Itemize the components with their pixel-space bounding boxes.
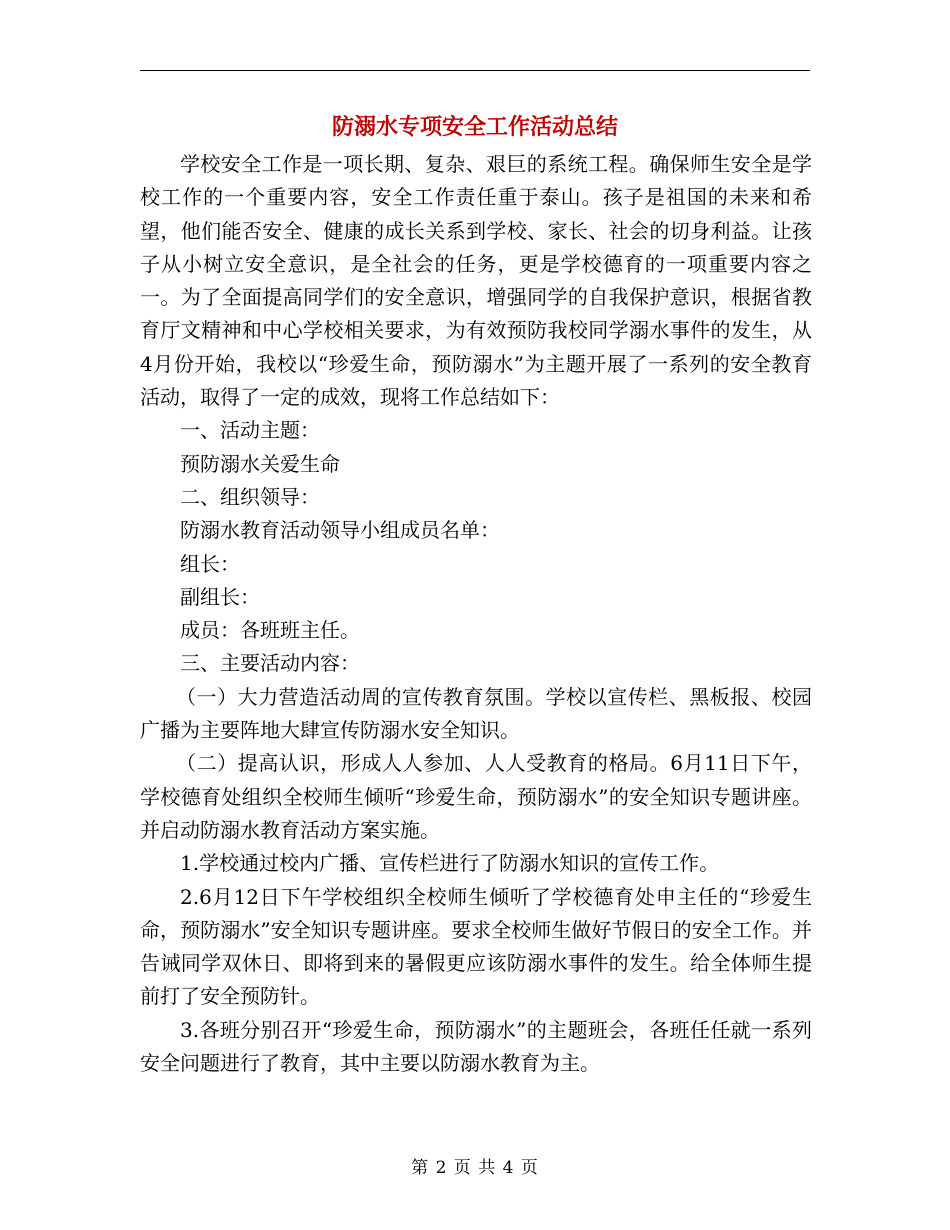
paragraph-item-2: 2.6月12日下午学校组织全校师生倾听了学校德育处申主任的“珍爱生命，预防溺水”安全知识专题讲座。要求全校师生做好节假日的安全工作。并告诫同学双休日、即将到来的暑假更应该防溺水事件的发生。给全体师生提前打了安全预防针。 [140,884,812,1009]
paragraph-item-3: 3.各班分别召开“珍爱生命，预防溺水”的主题班会，各班任任就一系列安全问题进行了教育，其中主要以防溺水教育为主。 [140,1017,812,1076]
paragraph-theme: 预防溺水关爱生命 [180,451,340,476]
paragraph-intro: 学校安全工作是一项长期、复杂、艰巨的系统工程。确保师生安全是学校工作的一个重要内容，安全工作责任重于泰山。孩子是祖国的未来和希望，他们能否安全、健康的成长关系到学校、家长、社会的切身利益。让孩子从小树立安全意识，是全社会的任务，更是学校德育的一项重要内容之一。为了全面提高同学们的安全意识，增强同学的自我保护意识，根据省教育厅文精神和中心学校相关要求，为有效预防我校同学溺水事件的发生，从4月份开始，我校以“珍爱生命，预防溺水”为主题开展了一系列的安全教育活动，取得了一定的成效，现将工作总结如下： [140,152,812,410]
section-heading-activities: 三、主要活动内容： [180,651,360,676]
page-footer: 第 2 页 共 4 页 [411,1158,539,1178]
paragraph-item-1: 1.学校通过校内广播、宣传栏进行了防溺水知识的宣传工作。 [180,851,720,876]
paragraph-activity-2: （二）提高认识，形成人人参加、人人受教育的格局。6月11日下午，学校德育处组织全校师生倾听“珍爱生命，预防溺水”的安全知识专题讲座。并启动防溺水教育活动方案实施。 [140,751,812,842]
document-title: 防溺水专项安全工作活动总结 [331,114,618,140]
paragraph-team-leader: 组长： [180,551,240,576]
paragraph-members: 成员：各班班主任。 [180,618,360,643]
paragraph-leadership-list: 防溺水教育活动领导小组成员名单： [180,518,500,543]
header-rule [140,70,810,71]
section-heading-theme: 一、活动主题： [180,418,320,443]
document-body [140,148,812,1080]
paragraph-activity-1: （一）大力营造活动周的宣传教育氛围。学校以宣传栏、黑板报、校园广播为主要阵地大肆宣传防溺水安全知识。 [140,684,812,743]
paragraph-deputy-leader: 副组长： [180,584,260,609]
section-heading-leadership: 二、组织领导： [180,484,320,509]
